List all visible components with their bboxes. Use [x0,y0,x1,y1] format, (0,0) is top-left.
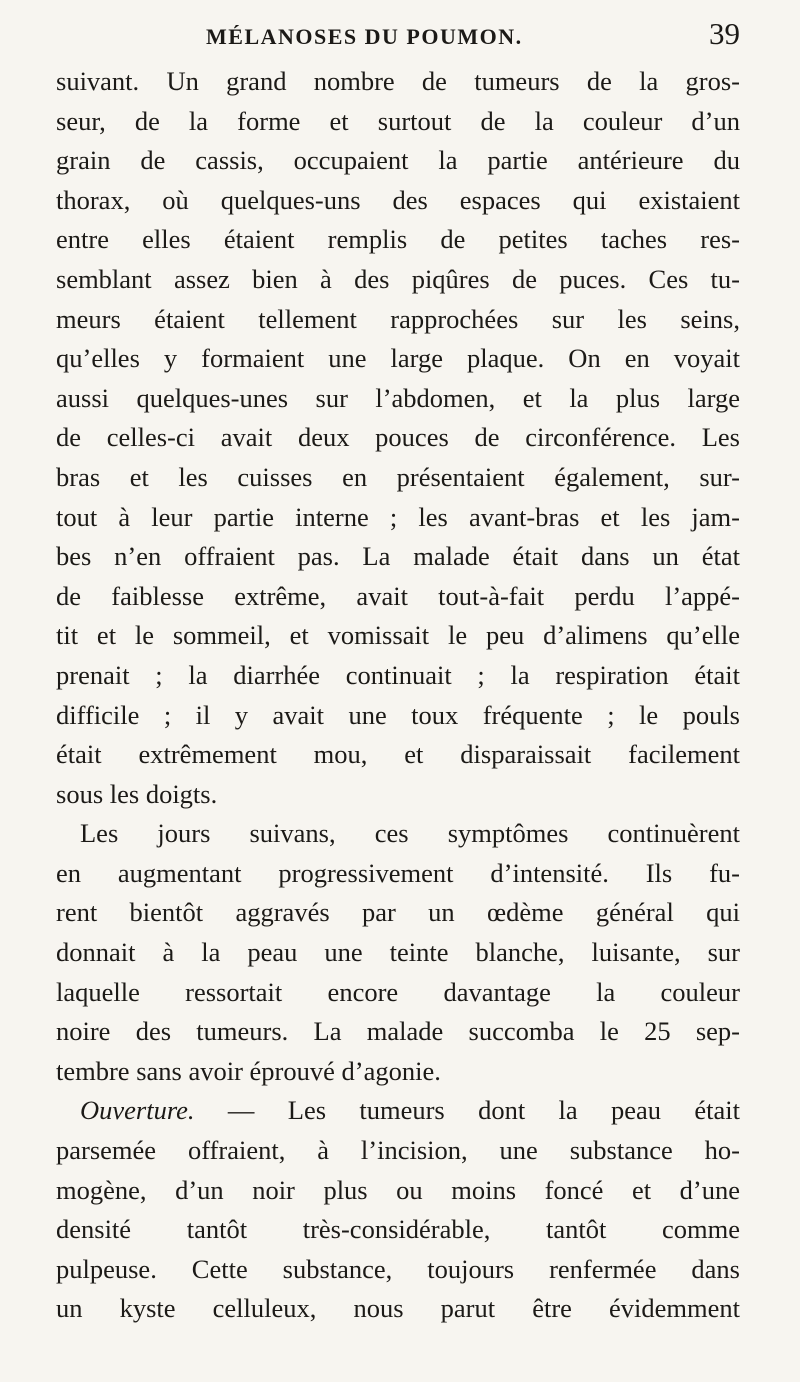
text-line: tit et le sommeil, et vomissait le peu d’alimens qu’elle [56,620,740,651]
text-line: prenait ; la diarrhée continuait ; la respiration était [56,659,740,690]
text-line [56,1091,740,1131]
running-title: MÉLANOSES DU POUMON. [206,24,523,49]
page-header [56,18,740,62]
text-line: parsemée offraient, à l’incision, une substance ho- [56,1135,740,1166]
text-line: noire des tumeurs. La malade succomba le 25 sep- [56,1016,740,1047]
text-line: meurs étaient tellement rapprochées sur les seins, [56,303,740,334]
body-text [56,62,740,1329]
text-line: qu’elles y formaient une large plaque. On en voyait [56,343,740,374]
text-line: pulpeuse. Cette substance, toujours renfermée dans [56,1253,740,1284]
text-line: aussi quelques-unes sur l’abdomen, et la plus large [56,382,740,413]
page-number: 39 [709,16,740,51]
text-line: bras et les cuisses en présentaient également, sur- [56,461,740,492]
text-line: donnait à la peau une teinte blanche, luisante, sur [56,937,740,968]
text-line: suivant. Un grand nombre de tumeurs de la gros- [56,66,740,96]
text-line: rent bientôt aggravés par un œdème général qui [56,897,740,928]
text-line-rest: — Les tumeurs dont la peau était [194,1095,740,1126]
text-line: de celles-ci avait deux pouces de circonférence. Les [56,422,740,453]
text-line: de faiblesse extrême, avait tout-à-fait perdu l’appé- [56,580,740,611]
text-line: tout à leur partie interne ; les avant-bras et les jam- [56,501,740,532]
section-heading: Ouverture. [80,1095,195,1126]
text-line: densité tantôt très-considérable, tantôt comme [56,1214,740,1245]
text-line: seur, de la forme et surtout de la couleur d’un [56,105,740,136]
text-line: sous les doigts. [56,778,218,809]
text-line: Les jours suivans, ces symptômes continuèrent [80,818,740,849]
text-line: était extrêmement mou, et disparaissait facilement [56,739,740,770]
text-line: tembre sans avoir éprouvé d’agonie. [56,1055,441,1086]
text-line: bes n’en offraient pas. La malade était dans un état [56,541,740,572]
text-line: en augmentant progressivement d’intensité. Ils fu- [56,857,740,888]
text-line: difficile ; il y avait une toux fréquente ; le pouls [56,699,740,730]
text-line: laquelle ressortait encore davantage la couleur [56,976,740,1007]
text-line: semblant assez bien à des piqûres de puces. Ces tu- [56,263,740,294]
text-line: entre elles étaient remplis de petites taches res- [56,224,740,255]
text-line: mogène, d’un noir plus ou moins foncé et d’une [56,1174,740,1205]
text-line: thorax, où quelques-uns des espaces qui existaient [56,184,740,215]
text-line: un kyste celluleux, nous parut être évidemment [56,1293,740,1324]
text-line: grain de cassis, occupaient la partie antérieure du [56,145,740,176]
